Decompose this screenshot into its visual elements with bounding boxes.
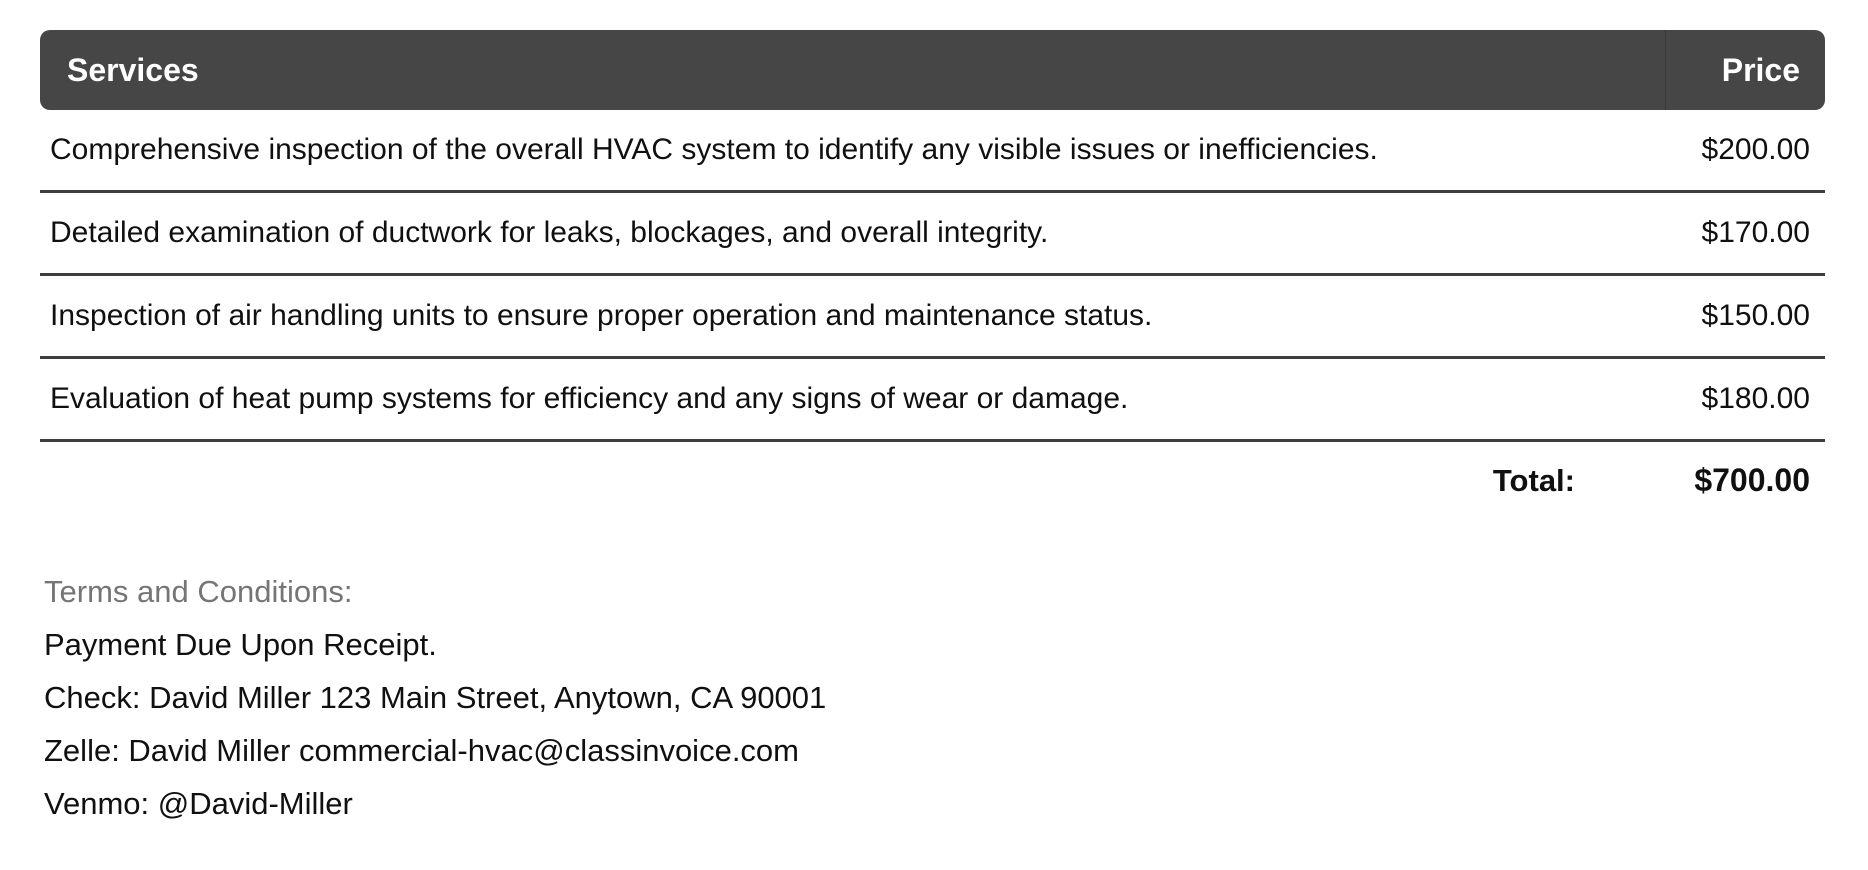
terms-section (40, 565, 1825, 830)
terms-line-payment: Payment Due Upon Receipt. (44, 627, 437, 662)
total-row (40, 442, 1825, 519)
service-description: Inspection of air handling units to ensure proper operation and maintenance status. (40, 276, 1665, 359)
service-price: $200.00 (1665, 110, 1825, 193)
terms-line-venmo: Venmo: @David-Miller (44, 786, 353, 821)
terms-line-check: Check: David Miller 123 Main Street, Anytown, CA 90001 (44, 680, 827, 715)
service-description: Evaluation of heat pump systems for efficiency and any signs of wear or damage. (40, 359, 1665, 442)
service-price: $150.00 (1665, 276, 1825, 359)
service-price: $180.00 (1665, 359, 1825, 442)
table-row (40, 110, 1825, 193)
terms-title: Terms and Conditions: (44, 574, 353, 609)
total-value: $700.00 (1694, 462, 1810, 498)
service-description: Detailed examination of ductwork for leaks, blockages, and overall integrity. (40, 193, 1665, 276)
total-label: Total: (1492, 462, 1575, 498)
service-description: Comprehensive inspection of the overall HVAC system to identify any visible issues or inefficiencies. (40, 110, 1665, 193)
services-table (40, 30, 1825, 519)
table-row (40, 359, 1825, 442)
table-row (40, 193, 1825, 276)
table-header-row (40, 30, 1825, 110)
service-price: $170.00 (1665, 193, 1825, 276)
column-header-services: Services (40, 30, 1665, 110)
table-row (40, 276, 1825, 359)
terms-line-zelle: Zelle: David Miller commercial-hvac@classinvoice.com (44, 733, 799, 768)
column-header-price: Price (1665, 30, 1825, 110)
